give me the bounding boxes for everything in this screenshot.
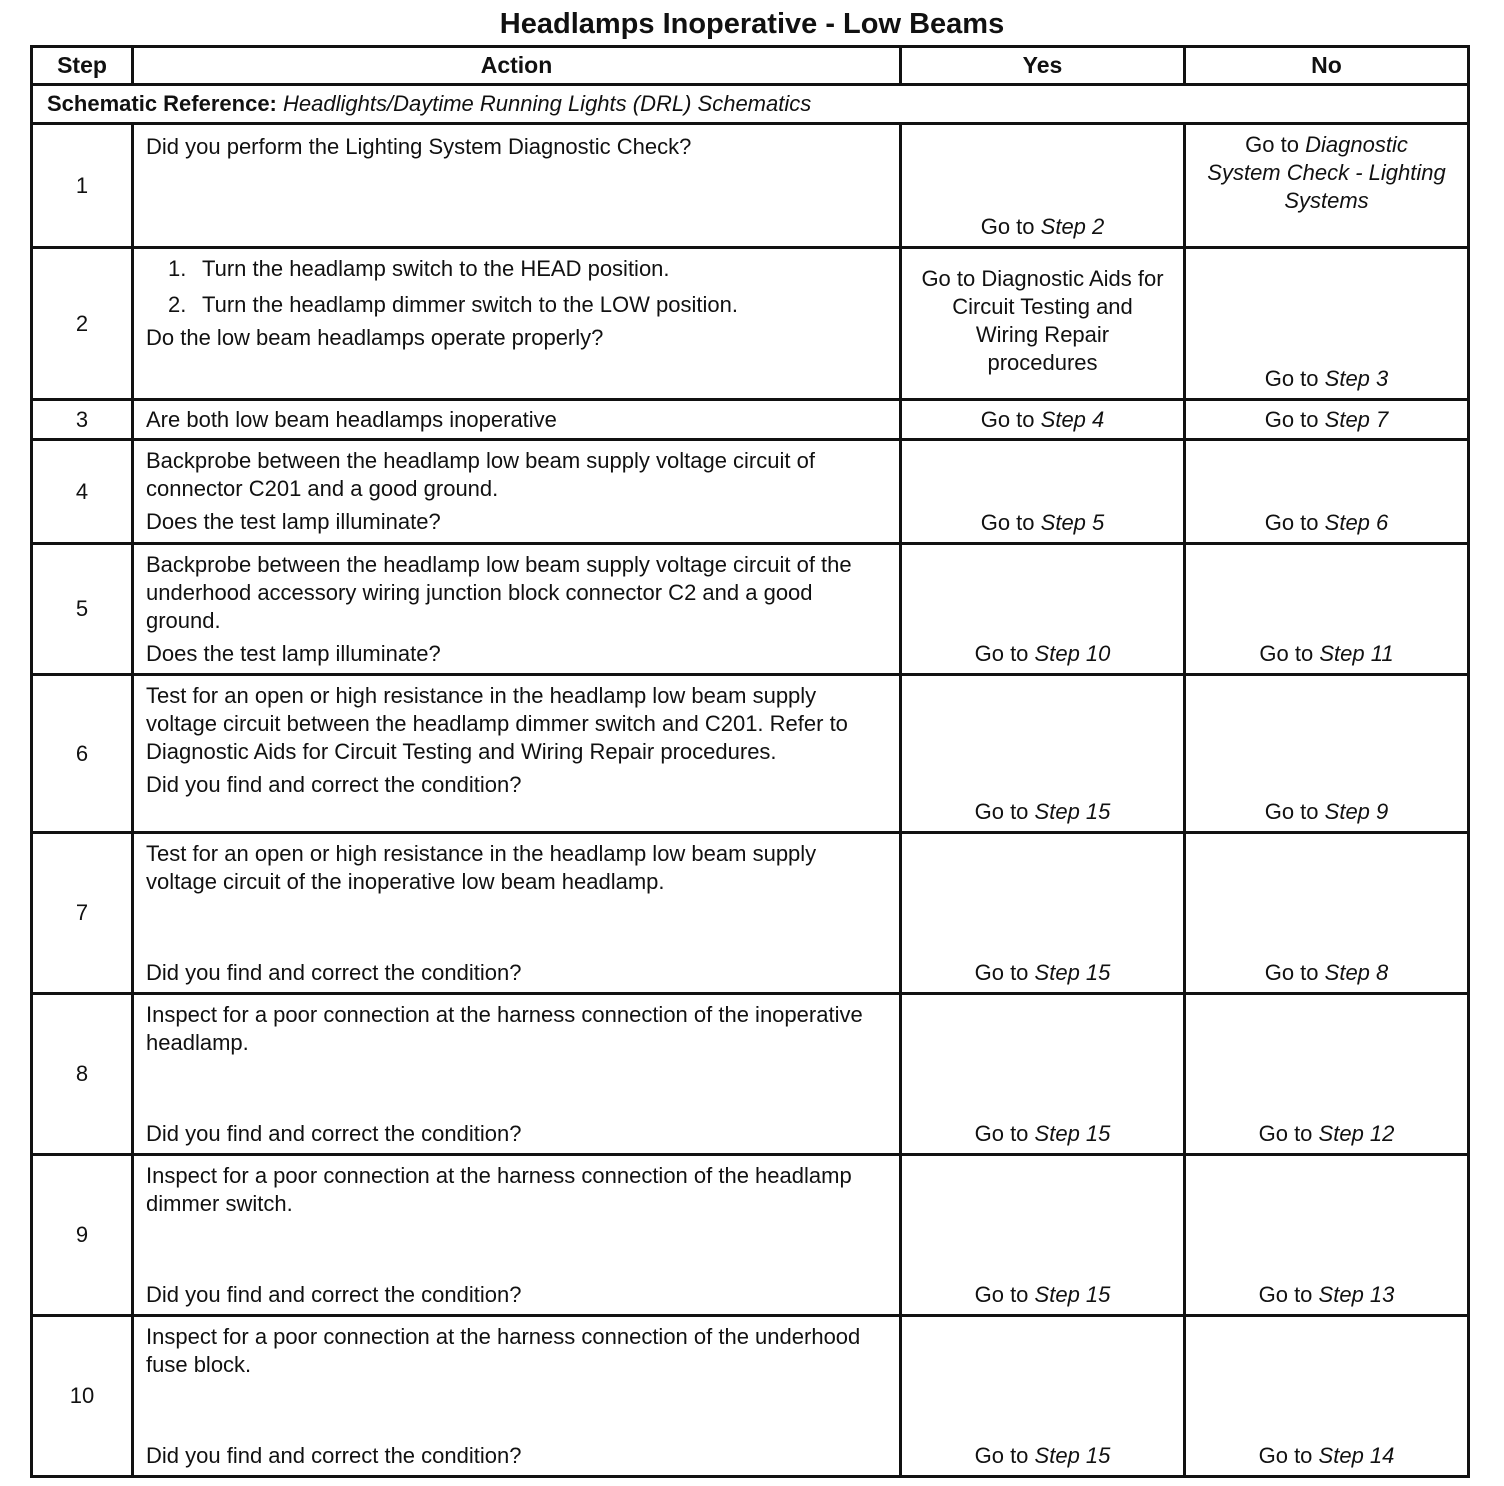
schematic-label: Schematic Reference:	[47, 91, 277, 116]
yes-cell: Go to Step 15	[901, 833, 1185, 994]
action-cell	[133, 1155, 901, 1316]
schematic-value: Headlights/Daytime Running Lights (DRL) Schematics	[283, 91, 812, 116]
no-cell	[1185, 124, 1469, 248]
no-step: Step 6	[1324, 510, 1389, 535]
yes-cell: Go to Step 10	[901, 544, 1185, 675]
list-item: 1. Turn the headlamp switch to the HEAD position.	[168, 256, 670, 281]
no-cell: Go to Step 12	[1185, 994, 1469, 1155]
table-row	[32, 675, 1469, 833]
no-cell: Go to Step 6	[1185, 440, 1469, 544]
no-step: Step 12	[1318, 1121, 1395, 1146]
yes-cell	[901, 124, 1185, 248]
header-yes: Yes	[901, 47, 1185, 85]
list-item: 2. Turn the headlamp dimmer switch to the LOW position.	[168, 292, 738, 317]
action-text: Test for an open or high resistance in the headlamp low beam supply voltage circuit of the inoperative low beam headlamp.	[146, 841, 817, 894]
step-number: 10	[32, 1316, 133, 1477]
go-to-label: Go to	[980, 214, 1035, 239]
no-cell: Go to Step 7	[1185, 400, 1469, 440]
action-text: Inspect for a poor connection at the harness connection of the headlamp dimmer switch.	[146, 1163, 852, 1216]
action-text: Inspect for a poor connection at the harness connection of the inoperative headlamp.	[146, 1002, 863, 1055]
step-number: 7	[32, 833, 133, 994]
no-cell: Go to Step 3	[1185, 248, 1469, 400]
no-cell: Go to Step 14	[1185, 1316, 1469, 1477]
action-text: Did you perform the Lighting System Diagnostic Check?	[146, 134, 692, 159]
no-cell: Go to Step 9	[1185, 675, 1469, 833]
header-no: No	[1185, 47, 1469, 85]
yes-step: Step 15	[1034, 960, 1111, 985]
step-number: 3	[32, 400, 133, 440]
action-text: Inspect for a poor connection at the harness connection of the underhood fuse block.	[146, 1324, 861, 1377]
table-row	[32, 1316, 1469, 1477]
no-step: Step 11	[1319, 641, 1394, 666]
action-cell	[133, 248, 901, 400]
yes-step: Step 15	[1034, 799, 1111, 824]
action-cell	[133, 400, 901, 440]
action-question: Did you find and correct the condition?	[146, 1121, 522, 1146]
yes-cell: Go to Step 15	[901, 994, 1185, 1155]
step-number: 1	[32, 124, 133, 248]
yes-cell	[901, 248, 1185, 400]
table-row	[32, 248, 1469, 400]
action-question: Did you find and correct the condition?	[146, 772, 522, 797]
yes-cell: Go to Step 5	[901, 440, 1185, 544]
table-row	[32, 440, 1469, 544]
action-text: Backprobe between the headlamp low beam supply voltage circuit of connector C201 and a good ground.	[146, 448, 815, 501]
no-step: Step 7	[1324, 406, 1389, 432]
yes-step: Step 15	[1034, 1282, 1111, 1307]
yes-step: Step 15	[1034, 1443, 1111, 1468]
action-question: Do the low beam headlamps operate properly?	[146, 325, 604, 350]
action-text: Are both low beam headlamps inoperative	[146, 406, 557, 432]
no-step: Step 9	[1324, 799, 1389, 824]
no-cell: Go to Step 8	[1185, 833, 1469, 994]
no-cell: Go to Step 11	[1185, 544, 1469, 675]
action-cell	[133, 675, 901, 833]
header-row	[32, 47, 1469, 85]
action-question: Did you find and correct the condition?	[146, 960, 522, 985]
yes-cell: Go to Step 15	[901, 1316, 1185, 1477]
yes-cell: Go to Step 4	[901, 400, 1185, 440]
diagnostic-table	[30, 45, 1470, 1478]
step-number: 5	[32, 544, 133, 675]
table-row	[32, 124, 1469, 248]
step-number: 6	[32, 675, 133, 833]
yes-step: Step 15	[1034, 1121, 1111, 1146]
step-number: 8	[32, 994, 133, 1155]
no-cell: Go to Step 13	[1185, 1155, 1469, 1316]
yes-text: Go to Diagnostic Aids for Circuit Testing and Wiring Repair procedures	[921, 266, 1164, 375]
yes-step: Step 4	[1040, 406, 1105, 432]
page-title: Headlamps Inoperative - Low Beams	[499, 8, 1005, 40]
action-cell	[133, 544, 901, 675]
action-question: Did you find and correct the condition?	[146, 1443, 522, 1468]
header-step: Step	[32, 47, 133, 85]
header-action: Action	[133, 47, 901, 85]
table-row	[32, 833, 1469, 994]
action-cell	[133, 1316, 901, 1477]
action-question: Did you find and correct the condition?	[146, 1282, 522, 1307]
step-number: 2	[32, 248, 133, 400]
action-cell	[133, 994, 901, 1155]
no-step: Step 8	[1324, 960, 1389, 985]
no-step: Step 3	[1324, 366, 1389, 391]
action-text: Backprobe between the headlamp low beam supply voltage circuit of the underhood accessory wiring junction block connector C2 and a good ground.	[146, 552, 852, 633]
yes-cell: Go to Step 15	[901, 1155, 1185, 1316]
no-step: Step 13	[1318, 1282, 1395, 1307]
action-cell	[133, 440, 901, 544]
no-text: Diagnostic System Check - Lighting Systems	[1207, 132, 1446, 213]
table-row	[32, 1155, 1469, 1316]
yes-step: Step 10	[1034, 641, 1111, 666]
table-row	[32, 400, 1469, 440]
schematic-reference	[32, 85, 1469, 124]
action-cell	[133, 833, 901, 994]
step-number: 9	[32, 1155, 133, 1316]
step-number: 4	[32, 440, 133, 544]
action-cell	[133, 124, 901, 248]
yes-cell: Go to Step 15	[901, 675, 1185, 833]
table-row	[32, 994, 1469, 1155]
action-list	[146, 251, 889, 323]
schematic-row	[32, 85, 1469, 124]
yes-step: Step 5	[1040, 510, 1105, 535]
table-row	[32, 544, 1469, 675]
action-question: Does the test lamp illuminate?	[146, 641, 441, 666]
no-step: Step 14	[1318, 1443, 1395, 1468]
yes-step: Step 2	[1040, 214, 1105, 239]
action-text: Test for an open or high resistance in the headlamp low beam supply voltage circuit between the headlamp dimmer switch and C201. Refer to Diagnostic Aids for Circuit Testing and Wiring Repair procedures.	[146, 683, 848, 764]
action-question: Does the test lamp illuminate?	[146, 509, 441, 534]
go-to-label: Go to	[1245, 132, 1299, 157]
